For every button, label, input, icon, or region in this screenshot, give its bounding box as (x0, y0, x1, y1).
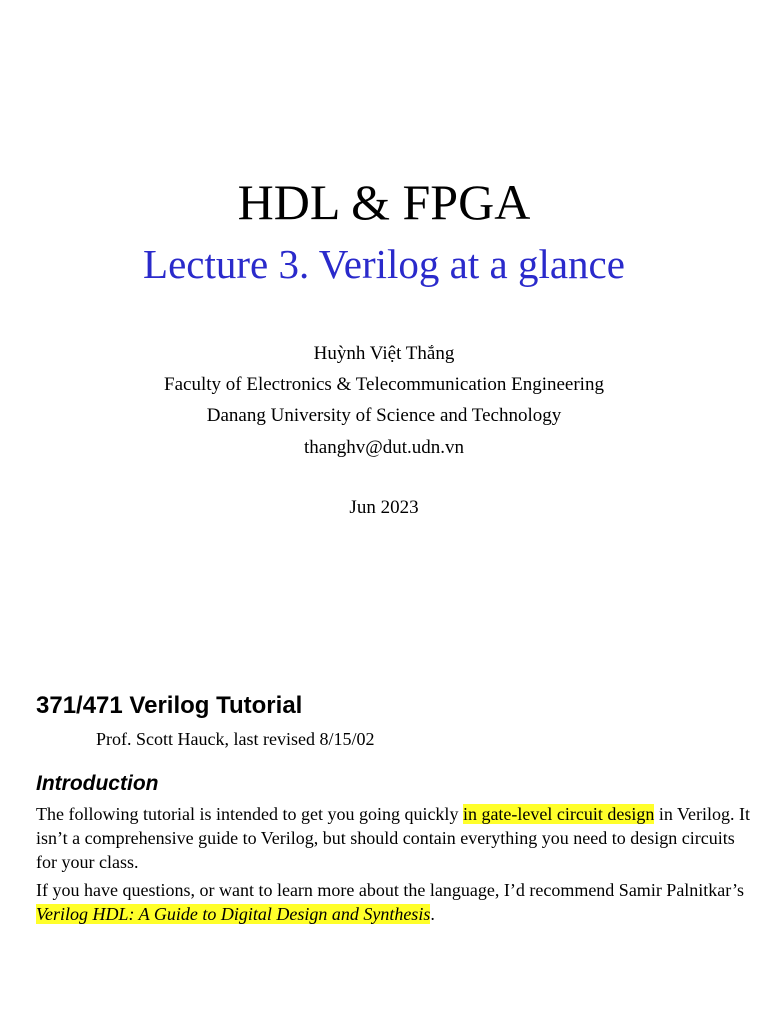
slide-date: Jun 2023 (349, 497, 419, 518)
section-heading-introduction: Introduction (36, 772, 159, 795)
intro-paragraph-1 (36, 802, 754, 874)
faculty-name: Faculty of Electronics & Telecommunication Engineering (164, 374, 604, 395)
para2-text-after: . (430, 904, 435, 924)
para1-highlight: in gate-level circuit design (462, 804, 655, 824)
para1-text-after: in Verilog. It isn’t a comprehensive guide to Verilog, but should contain everything you need to design circuits for your class. (36, 804, 751, 872)
para2-text-before: If you have questions, or want to learn more about the language, I’d recommend Samir Palnitkar’s (36, 880, 744, 900)
intro-paragraph-2 (36, 878, 754, 926)
para1-text-before: The following tutorial is intended to get you going quickly (36, 804, 463, 824)
author-email: thanghv@dut.udn.vn (304, 437, 464, 458)
para2-book-title-highlight: Verilog HDL: A Guide to Digital Design and Synthesis (36, 904, 431, 924)
slide-title: HDL & FPGA (237, 174, 531, 230)
tutorial-excerpt (0, 680, 768, 1024)
tutorial-author-line: Prof. Scott Hauck, last revised 8/15/02 (96, 729, 375, 749)
author-name: Huỳnh Việt Thắng (313, 343, 455, 364)
university-name: Danang University of Science and Technology (206, 405, 562, 426)
slide-subtitle: Lecture 3. Verilog at a glance (143, 241, 625, 287)
tutorial-title: 371/471 Verilog Tutorial (36, 692, 303, 719)
